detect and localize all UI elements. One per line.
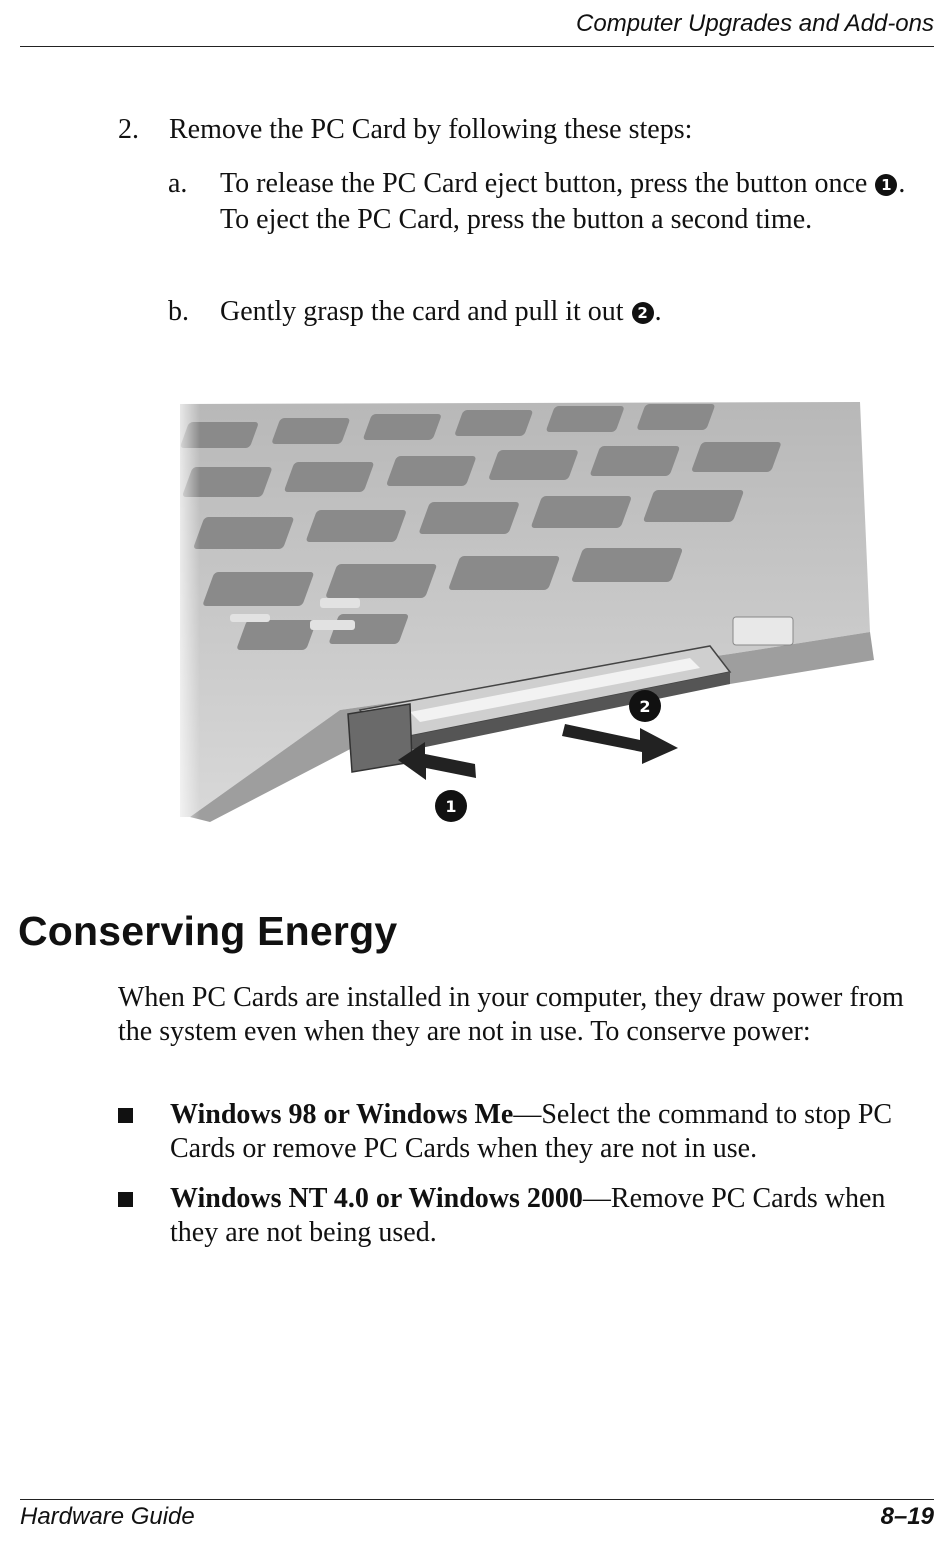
bullet-1-bold: Windows 98 or Windows Me — [170, 1099, 514, 1130]
bullet-2-bold: Windows NT 4.0 or Windows 2000 — [170, 1183, 583, 1214]
substep-label: a. — [168, 168, 188, 199]
callout-2-marker — [629, 690, 661, 722]
substep-b-text-1: Gently grasp the card and pull it out — [220, 296, 631, 327]
footer-title: Hardware Guide — [20, 1503, 195, 1530]
section-title: Conserving Energy — [18, 908, 398, 954]
pull-arrow-icon — [562, 724, 678, 764]
running-header: Computer Upgrades and Add-ons — [576, 10, 934, 37]
callout-2-text: 2 — [639, 697, 651, 716]
page-number: 8–19 — [880, 1503, 934, 1530]
bullet-text — [170, 1098, 938, 1166]
substep-a-text-1: To release the PC Card eject button, press the button once — [220, 168, 875, 199]
substep-text — [220, 294, 920, 330]
footer-rule — [20, 1499, 934, 1500]
callout-1-marker — [435, 790, 467, 822]
header-rule — [20, 46, 934, 47]
substep-label: b. — [168, 296, 189, 327]
substep-b-text-2: . — [654, 296, 662, 327]
step-text: Remove the PC Card by following these steps: — [169, 114, 693, 145]
section-intro: When PC Cards are installed in your computer, they draw power from the system even when they are not in use. To conserve power: — [118, 982, 904, 1047]
bullet-1-text: —Select the command to stop PC Cards or remove PC Cards when they are not in use. — [170, 1099, 893, 1164]
pc-card-eject-illustration — [170, 392, 882, 832]
substep-text — [220, 166, 920, 238]
side-port — [733, 617, 793, 645]
callout-1-text: 1 — [445, 797, 457, 816]
callout-2-icon: 2 — [632, 302, 654, 324]
callout-1-icon: 1 — [875, 174, 897, 196]
step-number: 2. — [118, 114, 139, 145]
bullet-text — [170, 1182, 938, 1250]
bullet-square-icon — [118, 1108, 133, 1123]
bullet-2-text: —Remove PC Cards when they are not being used. — [170, 1183, 886, 1248]
bullet-square-icon — [118, 1192, 133, 1207]
substep-a-text-2: . To eject the PC Card, press the button a second time. — [220, 168, 906, 235]
